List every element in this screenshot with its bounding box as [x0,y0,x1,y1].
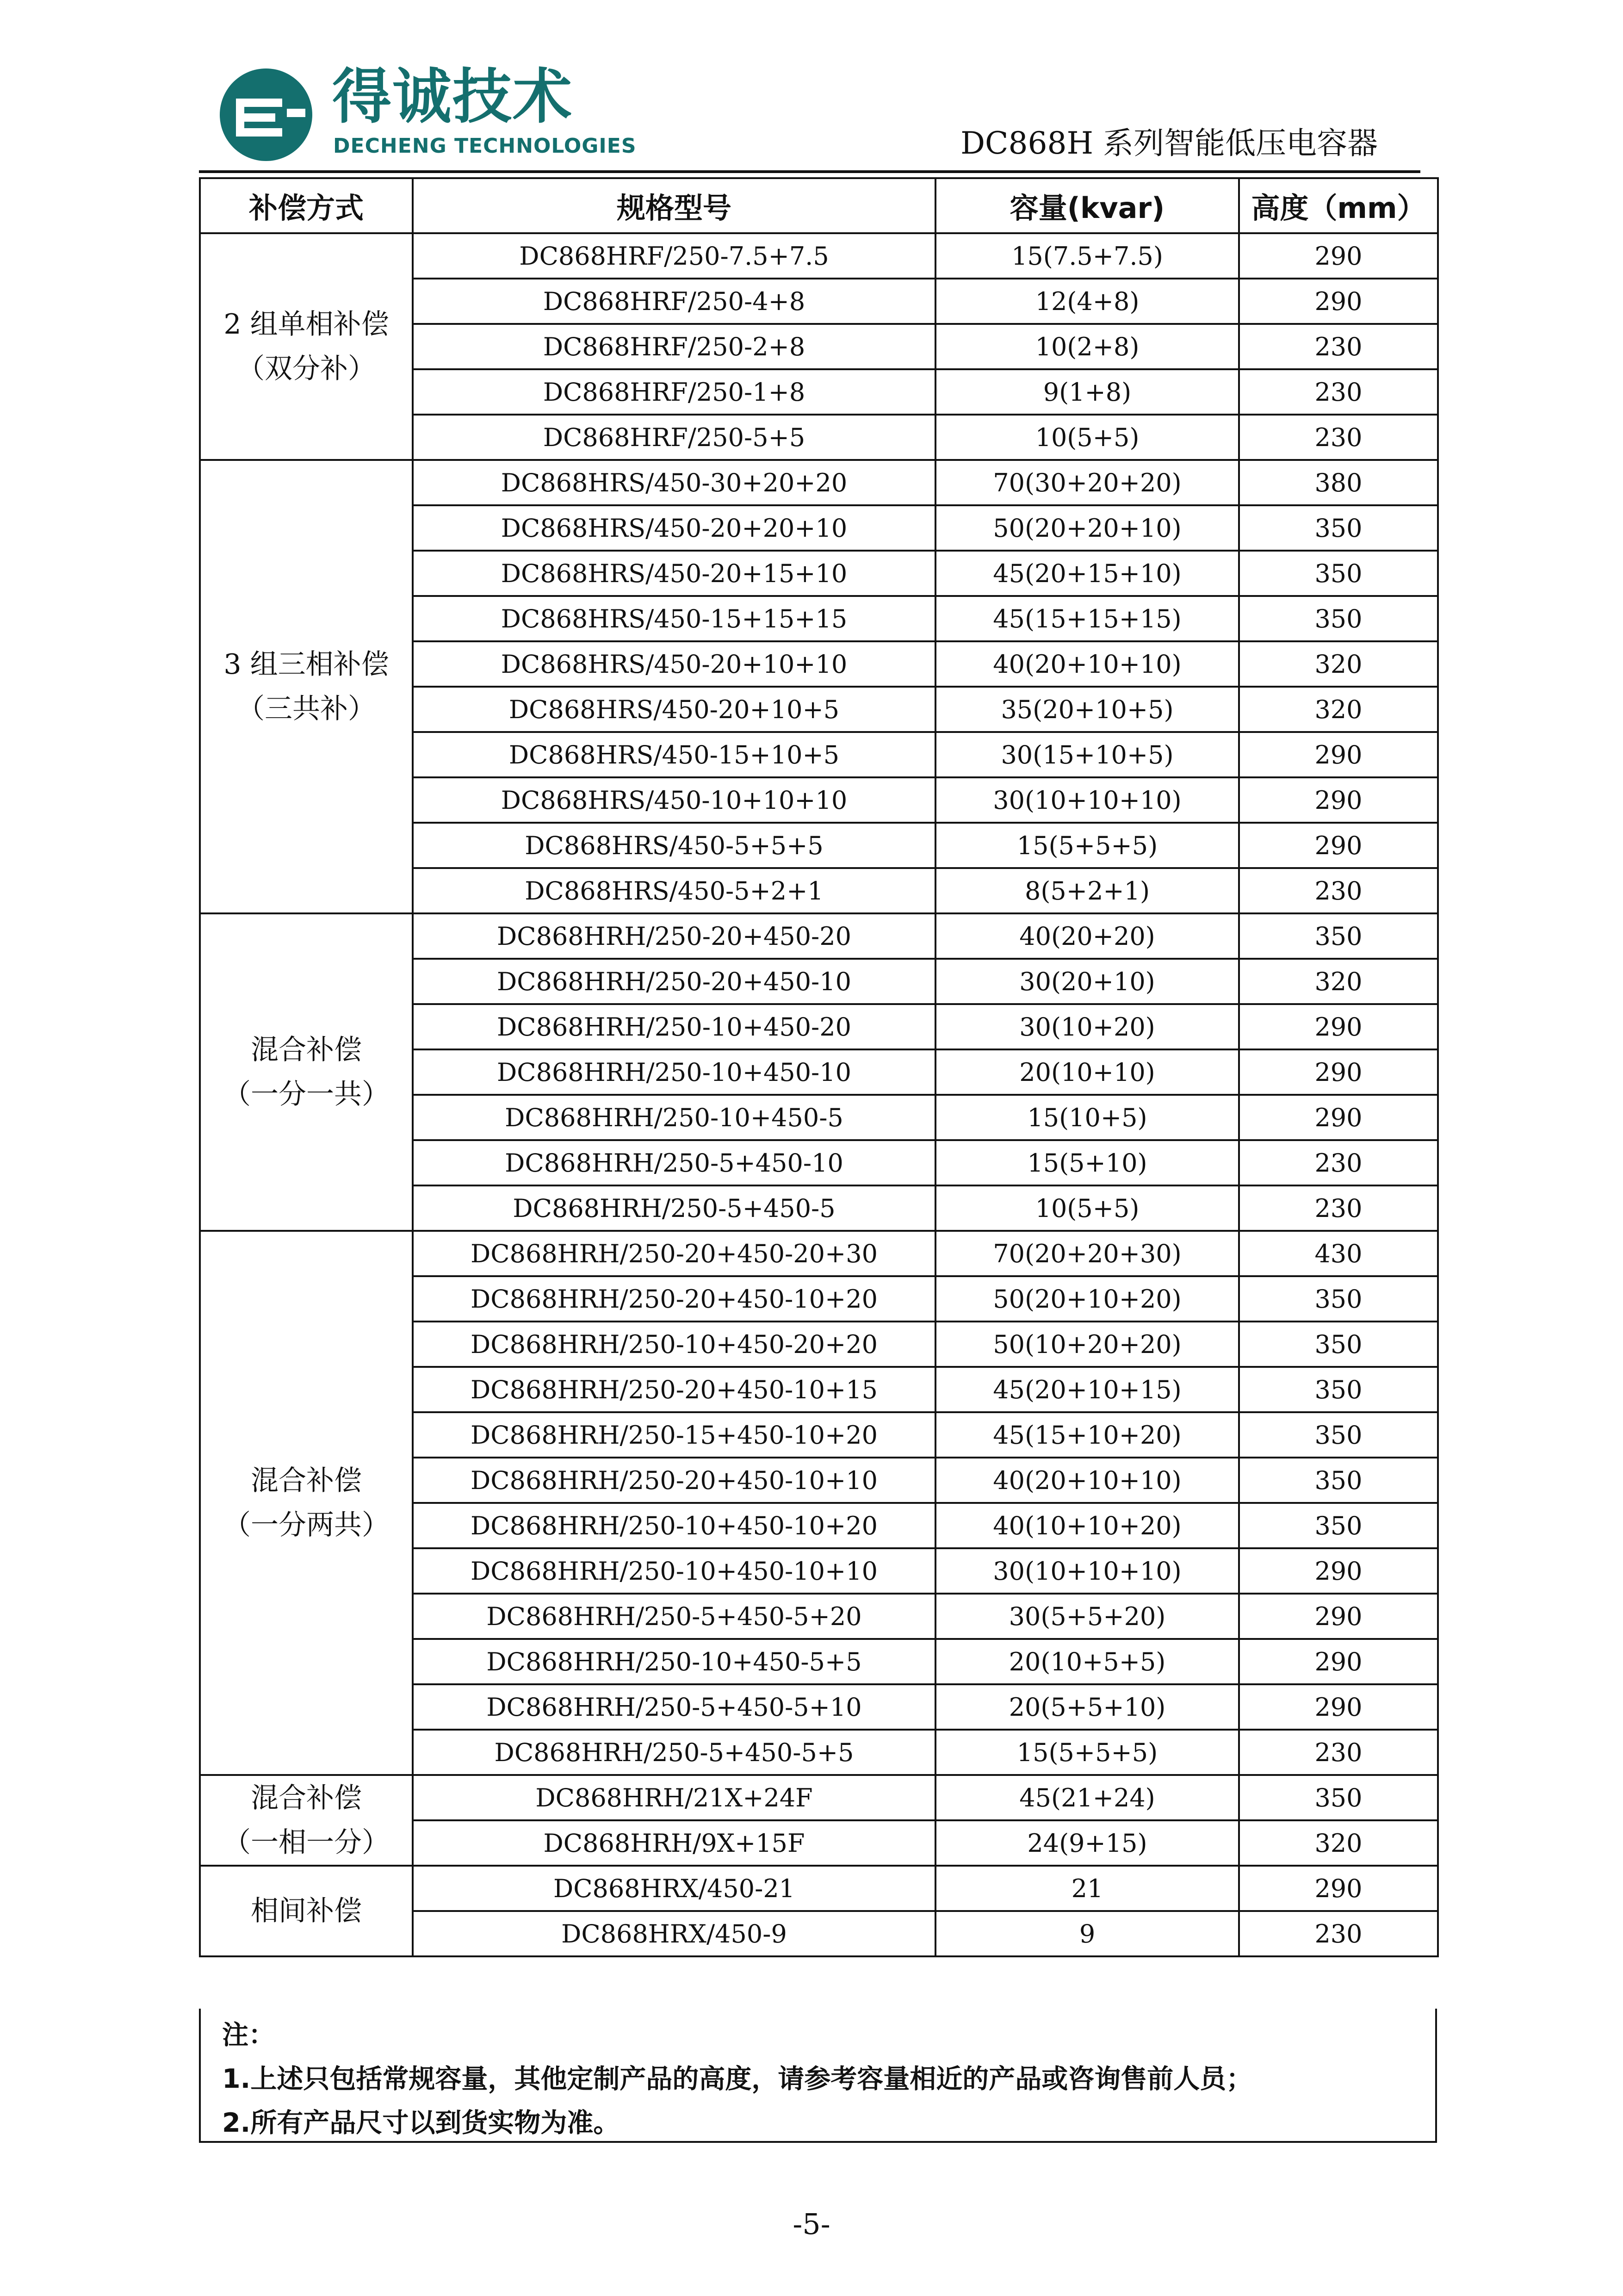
capacity-cell: 24(9+15) [935,1820,1239,1866]
compensation-type-cell [200,1775,413,1866]
capacity-cell: 30(5+5+20) [935,1594,1239,1639]
model-cell: DC868HRH/250-5+450-5+5 [413,1730,935,1775]
height-cell: 350 [1239,505,1438,551]
height-cell: 230 [1239,868,1438,913]
height-cell: 290 [1239,279,1438,324]
capacity-cell: 10(2+8) [935,324,1239,369]
capacity-cell: 30(10+10+10) [935,1548,1239,1594]
model-cell: DC868HRH/250-10+450-5+5 [413,1639,935,1684]
compensation-type-label: （三共补） [237,693,376,725]
model-cell: DC868HRH/250-10+450-20 [413,1004,935,1049]
model-cell: DC868HRS/450-5+5+5 [413,823,935,868]
model-cell: DC868HRS/450-10+10+10 [413,777,935,823]
height-cell: 350 [1239,551,1438,596]
model-cell: DC868HRH/250-20+450-20 [413,913,935,959]
height-cell: 290 [1239,777,1438,823]
height-cell: 290 [1239,1684,1438,1730]
model-cell: DC868HRX/450-21 [413,1866,935,1911]
model-cell: DC868HRS/450-20+10+5 [413,687,935,732]
height-cell: 290 [1239,823,1438,868]
compensation-type-label: 混合补偿 [251,1782,362,1814]
compensation-type-label: 2 组单相补偿 [223,308,389,341]
model-cell: DC868HRH/250-10+450-10+10 [413,1548,935,1594]
compensation-type-label: 混合补偿 [251,1034,362,1066]
model-cell: DC868HRH/250-15+450-10+20 [413,1412,935,1458]
page-header [0,0,1623,176]
model-cell: DC868HRH/250-20+450-10+15 [413,1367,935,1412]
model-cell: DC868HRS/450-20+15+10 [413,551,935,596]
height-cell: 350 [1239,1412,1438,1458]
table-header-row [200,178,1438,233]
table-row [200,1775,1438,1820]
height-cell: 290 [1239,1049,1438,1095]
column-header-capacity: 容量(kvar) [935,178,1239,233]
company-logo [217,62,637,169]
height-cell: 230 [1239,1140,1438,1185]
model-cell: DC868HRX/450-9 [413,1911,935,1956]
capacity-cell: 40(10+10+20) [935,1503,1239,1548]
height-cell: 290 [1239,233,1438,279]
capacity-cell: 15(5+10) [935,1140,1239,1185]
model-cell: DC868HRH/21X+24F [413,1775,935,1820]
height-cell: 290 [1239,1004,1438,1049]
height-cell: 230 [1239,415,1438,460]
model-cell: DC868HRH/250-20+450-20+30 [413,1231,935,1276]
spec-table [199,177,1439,1957]
compensation-type-label: （一分一共） [223,1078,390,1111]
compensation-type-label: 混合补偿 [251,1464,362,1497]
compensation-type-cell [200,460,413,913]
model-cell: DC868HRF/250-4+8 [413,279,935,324]
capacity-cell: 45(20+15+10) [935,551,1239,596]
capacity-cell: 30(20+10) [935,959,1239,1004]
capacity-cell: 45(21+24) [935,1775,1239,1820]
table-row [200,460,1438,505]
capacity-cell: 21 [935,1866,1239,1911]
capacity-cell: 15(5+5+5) [935,823,1239,868]
height-cell: 230 [1239,324,1438,369]
height-cell: 350 [1239,1322,1438,1367]
height-cell: 290 [1239,1095,1438,1140]
capacity-cell: 9 [935,1911,1239,1956]
compensation-type-label: 3 组三相补偿 [223,648,389,681]
page-number: -5- [793,2207,830,2241]
document-title: DC868H 系列智能低压电容器 [960,125,1378,161]
capacity-cell: 12(4+8) [935,279,1239,324]
model-cell: DC868HRH/250-10+450-10 [413,1049,935,1095]
note-item: 2.所有产品尺寸以到货实物为准。 [222,2108,620,2138]
height-cell: 350 [1239,1367,1438,1412]
model-cell: DC868HRH/9X+15F [413,1820,935,1866]
compensation-type-label: （一分两共） [223,1509,390,1541]
height-cell: 230 [1239,1185,1438,1231]
height-cell: 320 [1239,641,1438,687]
capacity-cell: 70(20+20+30) [935,1231,1239,1276]
capacity-cell: 20(10+10) [935,1049,1239,1095]
height-cell: 230 [1239,369,1438,415]
height-cell: 350 [1239,913,1438,959]
logo-english-name: DECHENG TECHNOLOGIES [333,134,637,158]
model-cell: DC868HRS/450-15+15+15 [413,596,935,641]
model-cell: DC868HRF/250-7.5+7.5 [413,233,935,279]
capacity-cell: 15(5+5+5) [935,1730,1239,1775]
capacity-cell: 10(5+5) [935,415,1239,460]
model-cell: DC868HRF/250-1+8 [413,369,935,415]
model-cell: DC868HRH/250-5+450-10 [413,1140,935,1185]
table-row [200,1866,1438,1911]
logo-chinese-name: 得诚技术 [332,62,573,131]
height-cell: 350 [1239,1458,1438,1503]
capacity-cell: 45(15+15+15) [935,596,1239,641]
capacity-cell: 50(10+20+20) [935,1322,1239,1367]
capacity-cell: 40(20+10+10) [935,641,1239,687]
height-cell: 380 [1239,460,1438,505]
column-header-compensation: 补偿方式 [200,178,413,233]
model-cell: DC868HRH/250-10+450-10+20 [413,1503,935,1548]
model-cell: DC868HRH/250-20+450-10+10 [413,1458,935,1503]
height-cell: 290 [1239,1639,1438,1684]
model-cell: DC868HRS/450-30+20+20 [413,460,935,505]
model-cell: DC868HRH/250-20+450-10+20 [413,1276,935,1322]
height-cell: 230 [1239,1911,1438,1956]
column-header-model: 规格型号 [413,178,935,233]
table-body [200,233,1438,1956]
compensation-type-label: 相间补偿 [251,1895,362,1927]
model-cell: DC868HRH/250-10+450-5 [413,1095,935,1140]
compensation-type-cell [200,233,413,460]
table-row [200,233,1438,279]
capacity-cell: 30(10+10+10) [935,777,1239,823]
capacity-cell: 15(10+5) [935,1095,1239,1140]
compensation-type-cell [200,1866,413,1956]
model-cell: DC868HRS/450-20+20+10 [413,505,935,551]
capacity-cell: 9(1+8) [935,369,1239,415]
model-cell: DC868HRF/250-5+5 [413,415,935,460]
notes-heading: 注： [222,2020,275,2050]
height-cell: 430 [1239,1231,1438,1276]
capacity-cell: 20(5+5+10) [935,1684,1239,1730]
compensation-type-cell [200,1231,413,1775]
model-cell: DC868HRH/250-10+450-20+20 [413,1322,935,1367]
capacity-cell: 10(5+5) [935,1185,1239,1231]
capacity-cell: 45(15+10+20) [935,1412,1239,1458]
capacity-cell: 30(10+20) [935,1004,1239,1049]
model-cell: DC868HRH/250-20+450-10 [413,959,935,1004]
height-cell: 350 [1239,1503,1438,1548]
height-cell: 320 [1239,687,1438,732]
model-cell: DC868HRS/450-5+2+1 [413,868,935,913]
capacity-cell: 40(20+20) [935,913,1239,959]
compensation-type-cell [200,913,413,1231]
height-cell: 320 [1239,959,1438,1004]
capacity-cell: 70(30+20+20) [935,460,1239,505]
capacity-cell: 30(15+10+5) [935,732,1239,777]
height-cell: 290 [1239,1548,1438,1594]
capacity-cell: 35(20+10+5) [935,687,1239,732]
height-cell: 320 [1239,1820,1438,1866]
model-cell: DC868HRH/250-5+450-5 [413,1185,935,1231]
column-header-height: 高度（mm） [1239,178,1438,233]
note-item: 1.上述只包括常规容量，其他定制产品的高度，请参考容量相近的产品或咨询售前人员； [222,2064,1253,2094]
height-cell: 290 [1239,1866,1438,1911]
height-cell: 350 [1239,596,1438,641]
notes-section [199,2009,1437,2143]
height-cell: 230 [1239,1730,1438,1775]
capacity-cell: 20(10+5+5) [935,1639,1239,1684]
compensation-type-label: （一相一分） [223,1826,390,1859]
header-divider [199,170,1420,173]
capacity-cell: 50(20+10+20) [935,1276,1239,1322]
height-cell: 290 [1239,1594,1438,1639]
capacity-cell: 40(20+10+10) [935,1458,1239,1503]
height-cell: 350 [1239,1276,1438,1322]
decheng-logo-icon [217,66,315,163]
height-cell: 290 [1239,732,1438,777]
capacity-cell: 45(20+10+15) [935,1367,1239,1412]
model-cell: DC868HRH/250-5+450-5+20 [413,1594,935,1639]
capacity-cell: 15(7.5+7.5) [935,233,1239,279]
model-cell: DC868HRH/250-5+450-5+10 [413,1684,935,1730]
model-cell: DC868HRS/450-15+10+5 [413,732,935,777]
compensation-type-label: （双分补） [237,353,376,385]
capacity-cell: 8(5+2+1) [935,868,1239,913]
height-cell: 350 [1239,1775,1438,1820]
table-row [200,1231,1438,1276]
capacity-cell: 50(20+20+10) [935,505,1239,551]
model-cell: DC868HRF/250-2+8 [413,324,935,369]
table-row [200,913,1438,959]
model-cell: DC868HRS/450-20+10+10 [413,641,935,687]
